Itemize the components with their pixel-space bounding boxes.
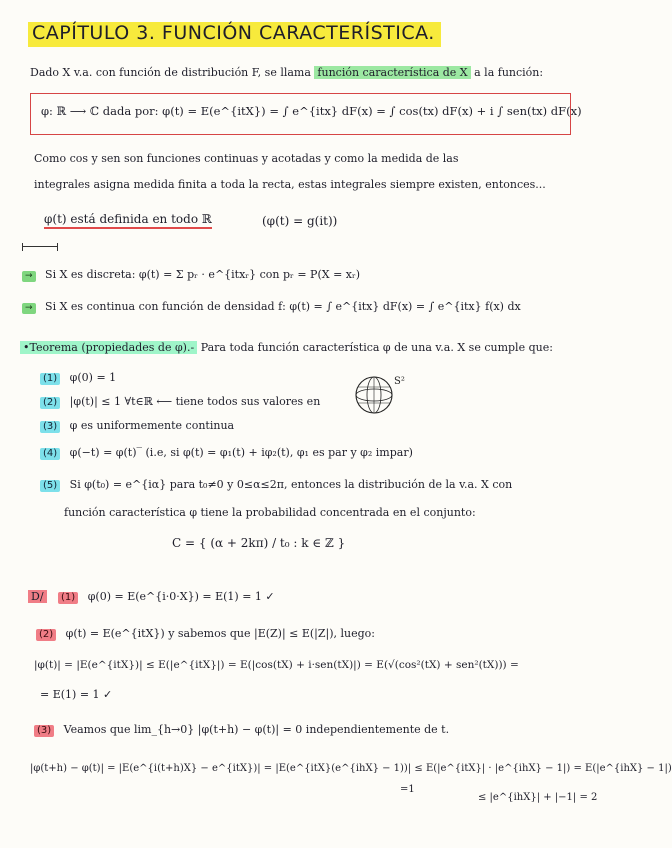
case-continuous xyxy=(22,300,521,314)
defined-note: (φ(t) = g(it)) xyxy=(262,214,338,228)
case-continuous-text: Si X es continua con función de densidad f: φ(t) = ∫ e^{itx} dF(x) = ∫ e^{itx} f(x) dx xyxy=(45,300,521,313)
proof-2-line-2: = E(1) = 1 ✓ xyxy=(40,688,113,701)
property-3 xyxy=(40,419,234,433)
property-number: (2) xyxy=(40,397,60,409)
brace-note-2: ≤ |e^{ihX}| + |−1| = 2 xyxy=(478,792,598,803)
brace-note-1: =1 xyxy=(400,784,415,795)
sphere-icon xyxy=(352,373,410,417)
theorem-text: Para toda función característica φ de una v.a. X se cumple que: xyxy=(200,341,553,354)
proof-1-text: φ(0) = E(e^{i·0·X}) = E(1) = 1 ✓ xyxy=(87,590,275,603)
property-5-continued: función característica φ tiene la probabilidad concentrada en el conjunto: xyxy=(64,506,476,519)
proof-2-text: φ(t) = E(e^{itX}) y sabemos que |E(Z)| ≤ E(|Z|), luego: xyxy=(65,627,376,640)
property-text: Si φ(t₀) = e^{iα} para t₀≠0 y 0≤α≤2π, entonces la distribución de la v.a. X con xyxy=(69,478,513,491)
definition-box xyxy=(30,93,582,135)
proof-number: (3) xyxy=(34,725,54,737)
proof-2 xyxy=(36,627,375,641)
sphere-label: S² xyxy=(394,376,405,387)
intro-highlight: función característica de X xyxy=(314,66,470,79)
page-title: CAPÍTULO 3. FUNCIÓN CARACTERÍSTICA. xyxy=(28,22,441,47)
property-2 xyxy=(40,395,320,409)
property-number: (5) xyxy=(40,480,60,492)
definition-formula: φ: ℝ ⟶ ℂ dada por: φ(t) = E(e^{itX}) = ∫ e^{itx} dF(x) = ∫ cos(tx) dF(x) + i ∫ sen(tx) dF(x) xyxy=(41,104,582,118)
set-c: C = { (α + 2kπ) / t₀ : k ∈ ℤ } xyxy=(172,536,346,550)
arrow-icon: → xyxy=(22,303,36,314)
intro-line xyxy=(30,66,543,79)
divider xyxy=(22,246,58,247)
property-text: |φ(t)| ≤ 1 ∀t∈ℝ ⟵ tiene todos sus valores en xyxy=(69,395,321,408)
proof-3-line: |φ(t+h) − φ(t)| = |E(e^{i(t+h)X} − e^{itX})| = |E(e^{itX}(e^{ihX} − 1))| ≤ E(|e^{itX}| · |e^{ihX} − 1|) = E(|e^{ihX} − 1|) xyxy=(30,763,672,774)
proof-number: (2) xyxy=(36,629,56,641)
theorem-label: •Teorema (propiedades de φ).- xyxy=(20,341,197,354)
property-1 xyxy=(40,371,116,385)
paragraph-line-2: integrales asigna medida finita a toda la recta, estas integrales siempre existen, entonces... xyxy=(34,178,546,191)
property-number: (4) xyxy=(40,448,60,460)
defined-line: φ(t) está definida en todo ℝ xyxy=(44,212,212,229)
arrow-icon: → xyxy=(22,271,36,282)
paragraph-line-1: Como cos y sen son funciones continuas y acotadas y como la medida de las xyxy=(34,152,459,165)
property-text: φ(0) = 1 xyxy=(69,371,117,384)
proof-3 xyxy=(34,723,449,737)
proof-1 xyxy=(28,590,275,604)
proof-3-text: Veamos que lim_{h→0} |φ(t+h) − φ(t)| = 0 independientemente de t. xyxy=(63,723,450,736)
property-number: (3) xyxy=(40,421,60,433)
intro-post: a la función: xyxy=(474,66,544,79)
intro-pre: Dado X v.a. con función de distribución F, se llama xyxy=(30,66,311,79)
proof-number: (1) xyxy=(58,592,78,604)
property-text: φ(−t) = φ(t)‾ (i.e, si φ(t) = φ₁(t) + iφ₂(t), φ₁ es par y φ₂ impar) xyxy=(69,446,413,459)
proof-tag: D/ xyxy=(28,590,47,603)
proof-2-line-1: |φ(t)| = |E(e^{itX})| ≤ E(|e^{itX}|) = E(|cos(tX) + i·sen(tX)|) = E(√(cos²(tX) + sen²(tX))) = xyxy=(34,659,519,671)
case-discrete-text: Si X es discreta: φ(t) = Σ pᵣ · e^{itxᵣ} con pᵣ = P(X = xᵣ) xyxy=(45,268,361,281)
property-text: φ es uniformemente continua xyxy=(69,419,235,432)
property-number: (1) xyxy=(40,373,60,385)
property-5 xyxy=(40,478,512,492)
property-4 xyxy=(40,446,413,460)
theorem-line xyxy=(20,341,553,354)
case-discrete xyxy=(22,268,360,282)
